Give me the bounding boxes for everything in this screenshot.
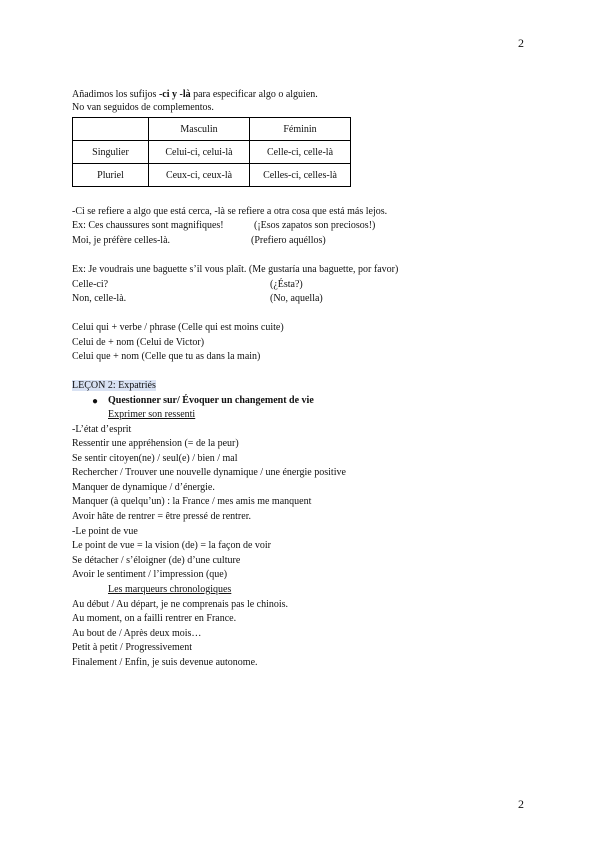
lesson-bullet-heading: Questionner sur/ Évoquer un changement de vie — [108, 395, 314, 406]
example-2b-left: Celle-ci? — [72, 279, 109, 290]
page-number-top: 2 — [518, 36, 524, 50]
table-cell: Celles-ci, celles-là — [250, 164, 351, 187]
subtitle-chronologiques: Les marqueurs chronologiques — [108, 584, 232, 595]
bullet-icon: ● — [92, 396, 99, 407]
table-cell: Ceux-ci, ceux-là — [149, 164, 250, 187]
example-1b-left: Moi, je préfère celles-là. — [72, 235, 171, 246]
lesson-line: -L’état d’esprit — [72, 424, 132, 435]
example-2-line: Ex: Je voudrais une baguette s’il vous plaît. (Me gustaría una baguette, por favor) — [72, 264, 399, 275]
example-1-right: (¡Esos zapatos son preciosos!) — [254, 220, 376, 231]
table-header-row — [73, 118, 351, 141]
lesson-line: Manquer de dynamique / d’énergie. — [72, 482, 215, 493]
lesson-title — [72, 380, 156, 392]
example-2c-left: Non, celle-là. — [72, 293, 127, 304]
lesson-line: Au moment, on a failli rentrer en France. — [72, 613, 237, 624]
lesson-line: Ressentir une appréhension (= de la peur) — [72, 438, 239, 449]
subtitle-ressenti: Exprimer son ressenti — [108, 409, 196, 420]
intro-text-b: para especificar algo o alguien. — [190, 89, 318, 100]
table-cell: Celui-ci, celui-là — [149, 141, 250, 164]
table-row — [73, 141, 351, 164]
table-header-cell: Féminin — [250, 118, 351, 141]
lesson-line: Le point de vue = la vision (de) = la façon de voir — [72, 540, 271, 551]
demonstrative-pronouns-table — [72, 117, 351, 187]
table-cell: Pluriel — [73, 164, 149, 187]
lesson-line: Se détacher / s’éloigner (de) d’une culture — [72, 555, 241, 566]
explanation-line: -Ci se refiere a algo que está cerca, -là se refiere a otra cosa que está más lejos. — [72, 206, 388, 217]
intro-line-2: No van seguidos de complementos. — [72, 102, 214, 113]
example-1b-right: (Prefiero aquéllos) — [251, 235, 326, 246]
rule-line: Celui que + nom (Celle que tu as dans la main) — [72, 351, 261, 362]
intro-text-a: Añadimos los sufijos — [72, 89, 159, 100]
table-cell: Singulier — [73, 141, 149, 164]
lesson-line: Se sentir citoyen(ne) / seul(e) / bien / mal — [72, 453, 238, 464]
table-cell: Celle-ci, celle-là — [250, 141, 351, 164]
lesson-line: Petit à petit / Progressivement — [72, 642, 192, 653]
lesson-line: Avoir hâte de rentrer = être pressé de rentrer. — [72, 511, 251, 522]
lesson-line: Au bout de / Après deux mois… — [72, 628, 202, 639]
table-row — [73, 164, 351, 187]
example-1-left: Ex: Ces chaussures sont magnifiques! — [72, 220, 224, 231]
rule-line: Celui qui + verbe / phrase (Celle qui est moins cuite) — [72, 322, 284, 333]
lesson-line: Rechercher / Trouver une nouvelle dynamique / une énergie positive — [72, 467, 346, 478]
lesson-line: Au début / Au départ, je ne comprenais pas le chinois. — [72, 599, 289, 610]
lesson-line: Manquer (à quelqu’un) : la France / mes amis me manquent — [72, 496, 312, 507]
table-header-cell — [73, 118, 149, 141]
table-header-cell: Masculin — [149, 118, 250, 141]
lesson-line: Avoir le sentiment / l’impression (que) — [72, 569, 228, 580]
intro-suffixes: -ci y -là — [158, 89, 191, 100]
rule-line: Celui de + nom (Celui de Victor) — [72, 337, 205, 348]
example-2b-right: (¿Ésta?) — [270, 279, 303, 290]
intro-line-1 — [72, 89, 318, 101]
lesson-line: Finalement / Enfin, je suis devenue autonome. — [72, 657, 258, 668]
page-number-bottom: 2 — [518, 797, 524, 811]
lesson-title-text: LEÇON 2: Expatriés — [72, 380, 156, 391]
lesson-line: -Le point de vue — [72, 526, 138, 537]
example-2c-right: (No, aquella) — [270, 293, 323, 304]
